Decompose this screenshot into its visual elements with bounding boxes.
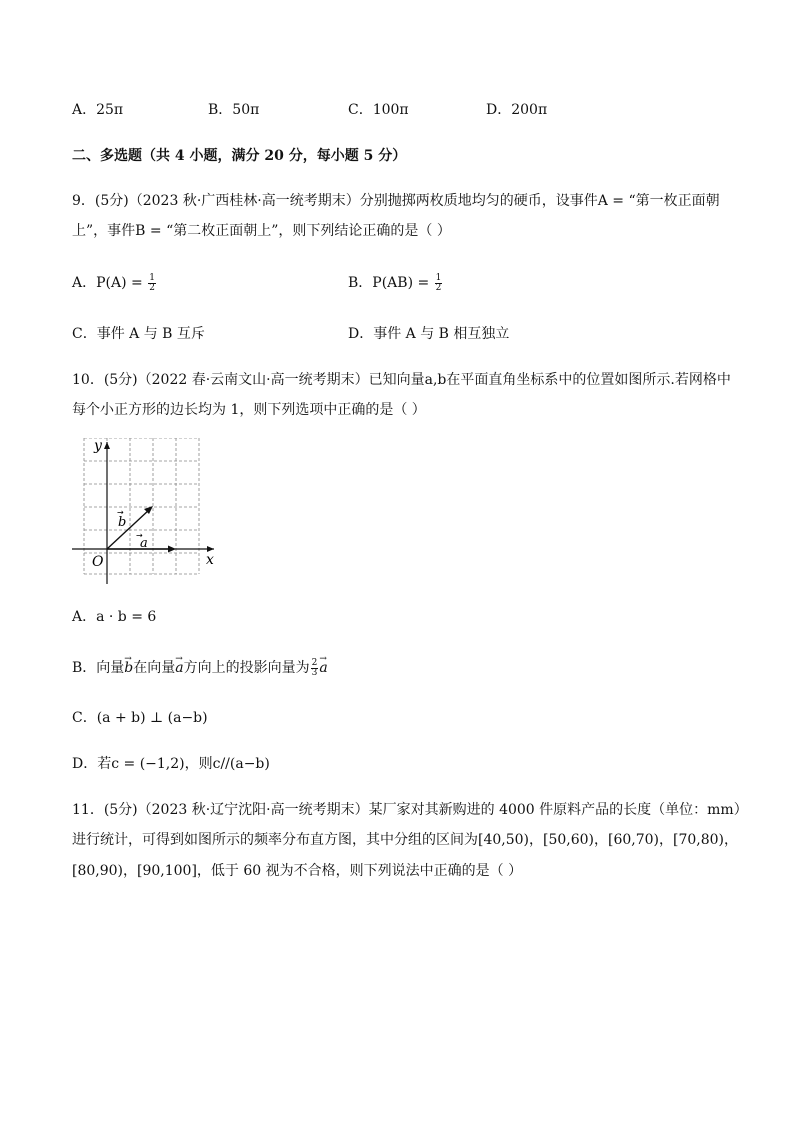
q9-option-b[interactable] [348, 273, 443, 293]
q11-stem-line3: [80,90)，[90,100]，低于 60 视为不合格，则下列说法中正确的是（ ） [72, 863, 523, 879]
q9-stem-line1: 9．(5分)（2023 秋·广西桂林·高一统考期末）分别抛掷两枚质地均匀的硬币，设事件A = “第一枚正面朝 [72, 193, 720, 209]
q10-option-b-text-1: B．向量 [72, 660, 125, 676]
fraction-denominator: 2 [435, 282, 442, 293]
q9-option-a[interactable] [72, 273, 157, 293]
q10-option-d[interactable]: D．若c = (−1,2)，则c//(a−b) [72, 756, 270, 772]
q9-option-a-fraction [148, 274, 156, 293]
q10-option-b-text-3: 方向上的投影向量为 [183, 660, 310, 676]
fraction-numerator: 1 [435, 272, 442, 283]
q9-option-a-text: A．P(A) = [72, 275, 148, 291]
q9-option-b-fraction [435, 274, 443, 293]
q10-option-c[interactable]: C．(a + b) ⊥ (a−b) [72, 710, 208, 726]
fraction-denominator: 2 [149, 282, 155, 293]
q10-option-b-fraction [311, 659, 319, 678]
vector-a-symbol: → a [175, 658, 183, 678]
vector-a-label: a [140, 536, 148, 551]
fraction-denominator: 3 [311, 667, 318, 678]
q10-stem-line2: 每个小正方形的边长均为 1，则下列选项中正确的是（ ） [72, 402, 426, 418]
y-axis-arrow-icon [104, 442, 110, 449]
q10-stem-line1: 10．(5分)（2022 春·云南文山·高一统考期末）已知向量a,b在平面直角坐标系中的位置如图所示.若网格中 [72, 372, 731, 388]
q10-option-a[interactable]: A．a · b = 6 [72, 609, 157, 625]
fraction-numerator: 2 [311, 657, 318, 668]
q11-stem-line1: 11．(5分)（2023 秋·辽宁沈阳·高一统考期末）某厂家对其新购进的 4000 件原料产品的长度（单位：mm） [72, 802, 748, 818]
vector-a-symbol: → a [319, 658, 327, 678]
q9-option-b-text: B．P(AB) = [348, 275, 434, 291]
vector-grid-figure [68, 438, 218, 588]
q8-option-c[interactable]: C．100π [348, 102, 409, 118]
vector-b-symbol: → b [124, 658, 133, 678]
fraction-numerator: 1 [149, 272, 155, 283]
vector-b-label: b [118, 515, 127, 530]
q9-stem-line2: 上”，事件B = “第二枚正面朝上”，则下列结论正确的是（ ） [72, 223, 451, 239]
q8-option-d[interactable]: D．200π [486, 102, 548, 118]
q10-option-b[interactable] [72, 658, 328, 678]
q9-option-d[interactable]: D．事件 A 与 B 相互独立 [348, 326, 510, 342]
q8-option-b[interactable]: B．50π [208, 102, 260, 118]
q9-option-c[interactable]: C．事件 A 与 B 互斥 [72, 326, 205, 342]
vector-b-arrow-mark-icon: → [117, 508, 124, 517]
vector-a-arrow-icon [168, 546, 176, 553]
vector-a-arrow-mark-icon: → [136, 531, 143, 540]
section-heading: 二、多选题（共 4 小题，满分 20 分，每小题 5 分） [72, 148, 407, 164]
q10-option-b-text-2: 在向量 [133, 660, 176, 676]
origin-label: O [92, 554, 104, 570]
y-axis-label: y [94, 438, 102, 454]
q11-stem-line2: 进行统计，可得到如图所示的频率分布直方图，其中分组的区间为[40,50)，[50,60)，[60,70)，[70,80)， [72, 832, 739, 848]
q8-option-a[interactable]: A．25π [72, 102, 124, 118]
x-axis-label: x [206, 552, 214, 568]
